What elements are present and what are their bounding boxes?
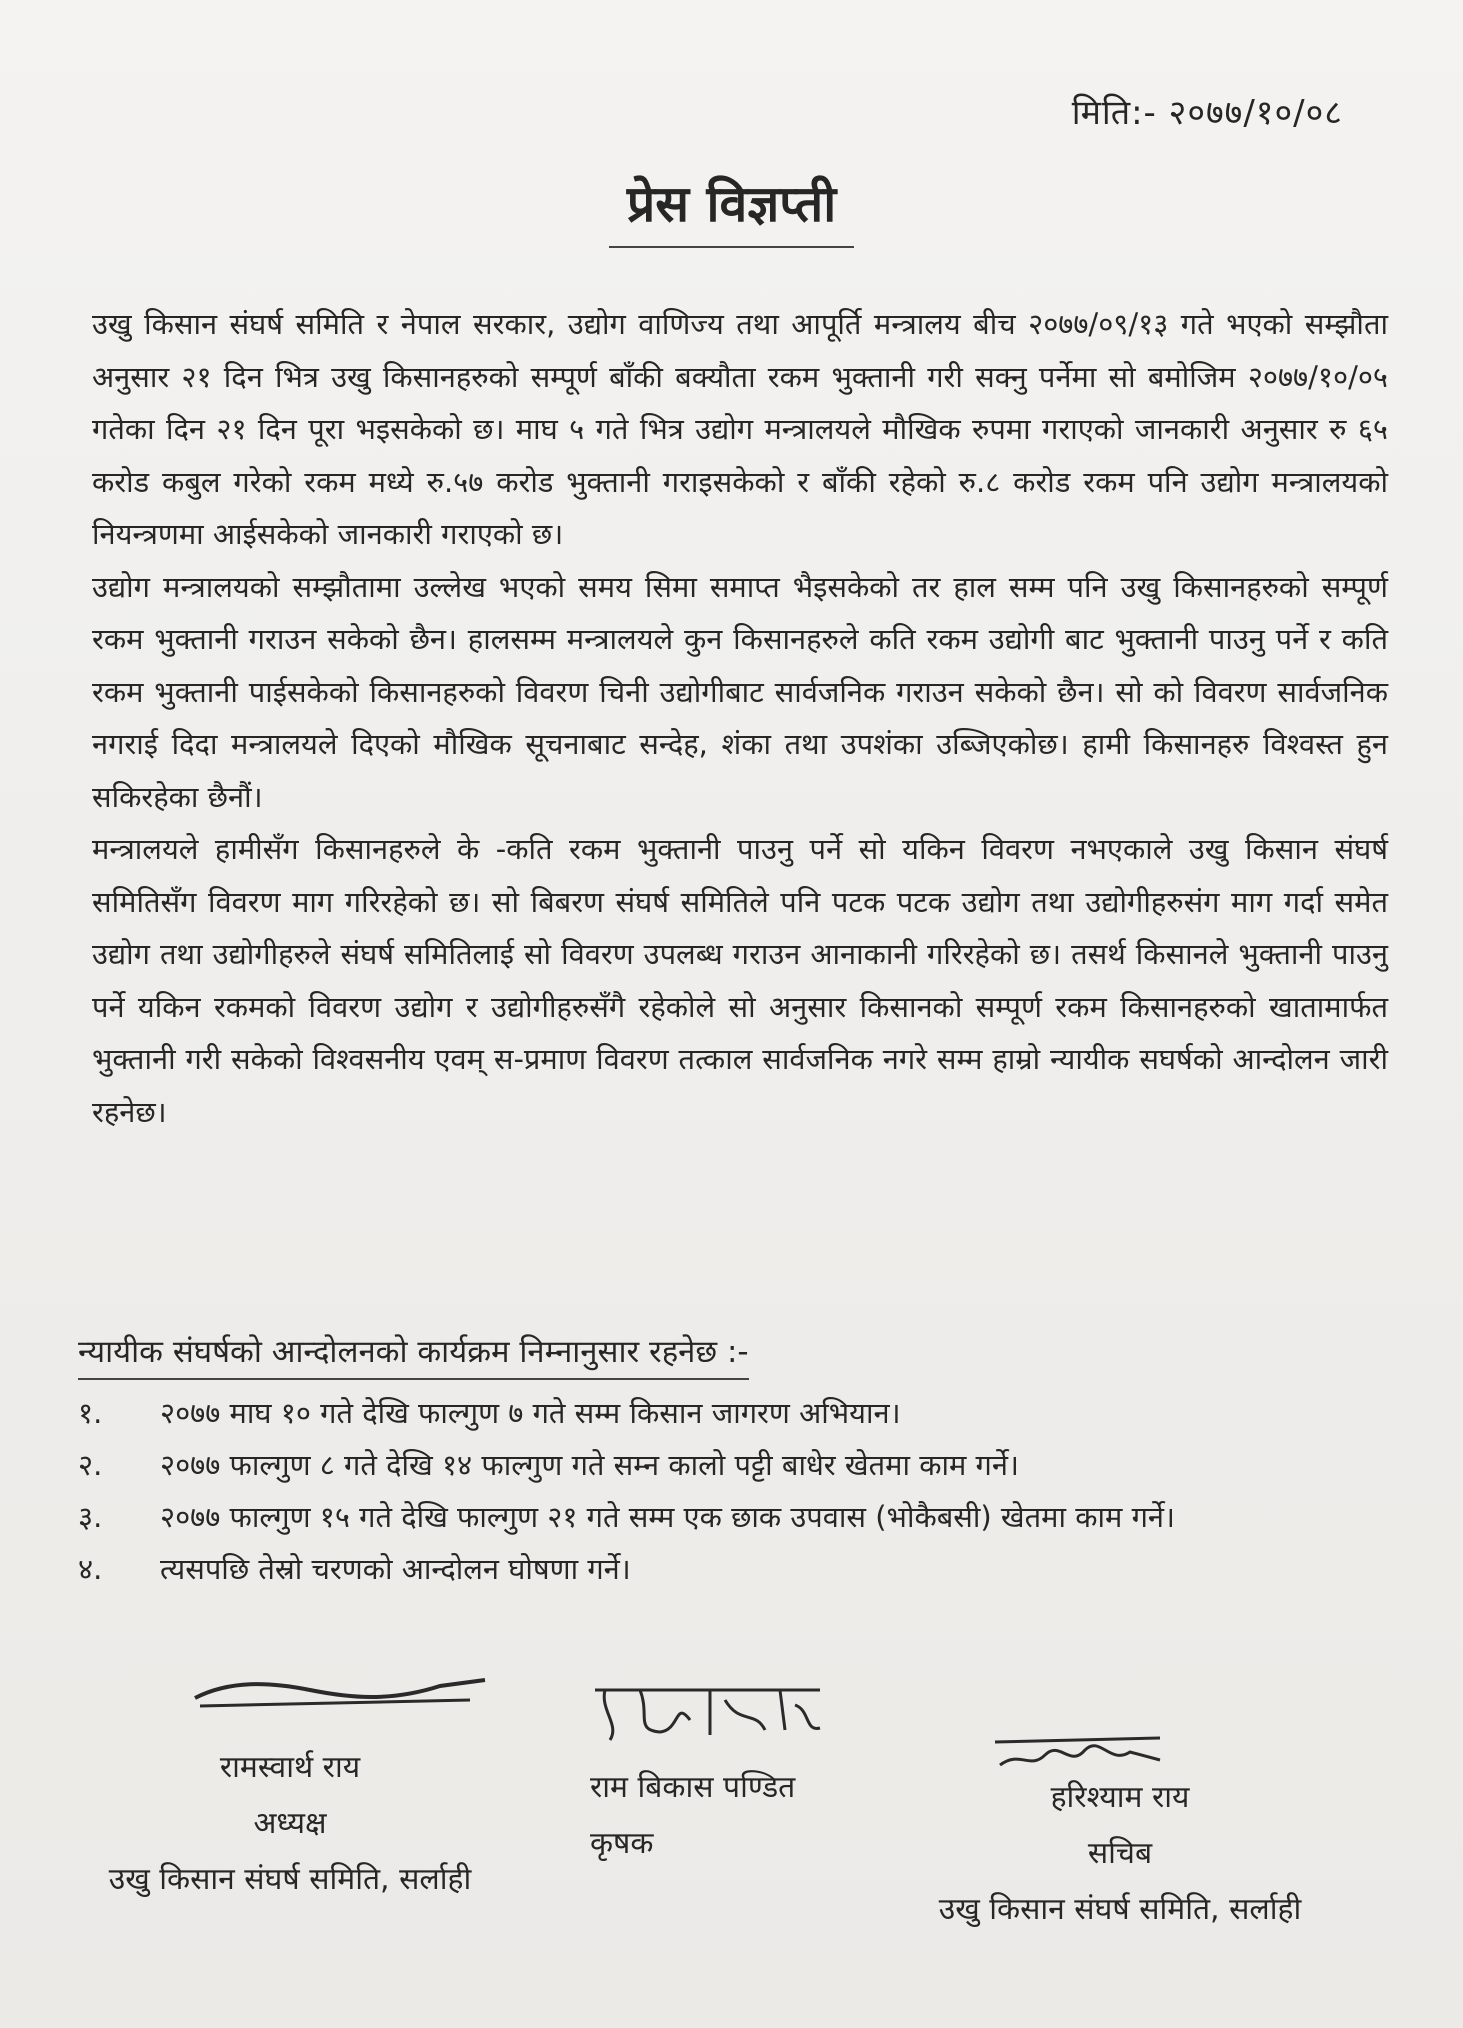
body-text [92, 298, 1388, 1138]
programme-item-number: ४. [78, 1552, 103, 1586]
signature-2-scribble [590, 1670, 830, 1750]
signatory-name: रामस्वार्थ राय [219, 1750, 361, 1785]
signatory-1 [70, 1740, 510, 1908]
title-wrapper [0, 168, 1463, 248]
programme-item-number: १. [78, 1396, 103, 1430]
signatory-role: कृषक [590, 1826, 654, 1861]
programme-item [78, 1494, 1398, 1540]
signatory-name: राम बिकास पण्डित [590, 1770, 796, 1805]
programme-item [78, 1442, 1398, 1488]
programme-section [78, 1330, 1398, 1598]
paragraph-2: उद्योग मन्त्रालयको सम्झौतामा उल्लेख भएको समय सिमा समाप्त भैइसकेको तर हाल सम्म पनि उखु किसानहरुको सम्पूर्ण रकम भुक्तानी गराउन सकेको छैन। हालसम्म मन्त्रालयले कुन किसानहरुले कति रकम उद्योगी बाट भुक्तानी पाउनु पर्ने र कति रकम भुक्तानी पाईसकेको किसानहरुको विवरण चिनी उद्योगीबाट सार्वजनिक गराउन सकेको छैन। सो को विवरण सार्वजनिक नगराई दिदा मन्त्रालयले दिएको मौखिक सूचनाबाट सन्देह, शंका तथा उपशंका उब्जिएकोछ। हामी किसानहरु विश्वस्त हुन सकिरहेका छैनौं। [92, 569, 1388, 814]
programme-item-text: २०७७ माघ १० गते देखि फाल्गुण ७ गते सम्म किसान जागरण अभियान। [160, 1396, 901, 1430]
paragraph-3: मन्त्रालयले हामीसँग किसानहरुले के -कति रकम भुक्तानी पाउनु पर्ने सो यकिन विवरण नभएकाले उखु किसान संघर्ष समितिसँग विवरण माग गरिरहेको छ। सो बिबरण संघर्ष समितिले पनि पटक पटक उद्योग तथा उद्योगीहरुसंग माग गर्दा समेत उद्योग तथा उद्योगीहरुले संघर्ष समितिलाई सो विवरण उपलब्ध गराउन आनाकानी गरिरहेको छ। तसर्थ किसानले भुक्तानी पाउनु पर्ने यकिन रकमको विवरण उद्योग र उद्योगीहरुसँगै रहेकोले सो अनुसार किसानको सम्पूर्ण रकम किसानहरुको खातामार्फत भुक्तानी गरी सकेको विश्वसनीय एवम् स-प्रमाण विवरण तत्काल सार्वजनिक नगरे सम्म हाम्रो न्यायीक सघर्षको आन्दोलन जारी रहनेछ। [92, 832, 1388, 1129]
programme-item-text: २०७७ फाल्गुण १५ गते देखि फाल्गुण २१ गते सम्म एक छाक उपवास (भोकैबसी) खेतमा काम गर्ने। [160, 1500, 1176, 1534]
programme-item-number: ३. [78, 1500, 103, 1534]
document-title: प्रेस विज्ञप्ती [609, 168, 854, 248]
signature-1-scribble [190, 1660, 490, 1720]
paragraph-1: उखु किसान संघर्ष समिति र नेपाल सरकार, उद्योग वाणिज्य तथा आपूर्ति मन्त्रालय बीच २०७७/०९/१३ गते भएको सम्झौता अनुसार २१ दिन भित्र उखु किसानहरुको सम्पूर्ण बाँकी बक्यौता रकम भुक्तानी गरी सक्नु पर्नेमा सो बमोजिम २०७७/१०/०५ गतेका दिन २१ दिन पूरा भइसकेको छ। माघ ५ गते भित्र उद्योग मन्त्रालयले मौखिक रुपमा गराएको जानकारी अनुसार रु ६५ करोड कबुल गरेको रकम मध्ये रु.५७ करोड भुक्तानी गराइसकेको र बाँकी रहेको रु.८ करोड रकम पनि उद्योग मन्त्रालयको नियन्त्रणमा आईसकेको जानकारी गराएको छ। [92, 307, 1388, 551]
signatory-3 [880, 1770, 1360, 1938]
signatory-role: अध्यक्ष [253, 1806, 327, 1841]
programme-item [78, 1546, 1398, 1592]
signatory-org: उखु किसान संघर्ष समिति, सर्लाही [938, 1892, 1302, 1927]
signatory-name: हरिश्याम राय [1050, 1780, 1190, 1815]
programme-item-text: त्यसपछि तेस्रो चरणको आन्दोलन घोषणा गर्ने। [160, 1552, 631, 1586]
document-date: मिति:- २०७७/१०/०८ [1071, 93, 1343, 133]
signatory-org: उखु किसान संघर्ष समिति, सर्लाही [108, 1862, 472, 1897]
signatory-role: सचिब [1087, 1836, 1153, 1871]
programme-item [78, 1390, 1398, 1436]
programme-title: न्यायीक संघर्षको आन्दोलनको कार्यक्रम निम्नानुसार रहनेछ :- [78, 1330, 749, 1380]
programme-item-text: २०७७ फाल्गुण ८ गते देखि १४ फाल्गुण गते सम्न कालो पट्टी बाधेर खेतमा काम गर्ने। [160, 1448, 1019, 1482]
programme-item-number: २. [78, 1448, 103, 1482]
